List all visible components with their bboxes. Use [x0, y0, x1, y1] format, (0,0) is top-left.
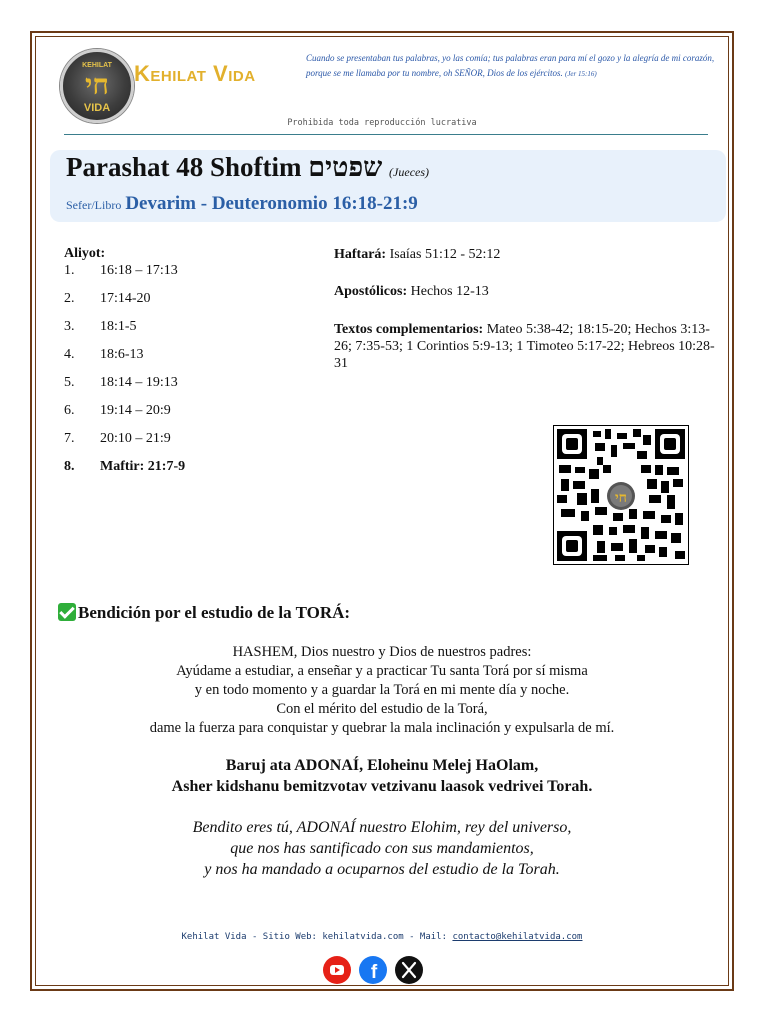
complementarios-value: Mateo 5:38-42; 18:15-20; Hechos 3:13-26; 7:35-53; 1 Corintios 5:9-13; 1 Timoteo 5:17-22; Hebreos 10:28-31	[334, 322, 715, 371]
hebrew-title: שפטים	[308, 152, 383, 183]
logo-bottom-text: VIDA	[83, 102, 111, 114]
maftir-item	[64, 459, 185, 487]
youtube-icon[interactable]	[323, 956, 351, 984]
aliya-item	[64, 347, 185, 375]
aliya-ref: 18:1-5	[100, 319, 137, 334]
aliya-ref: 16:18 – 17:13	[100, 263, 178, 278]
baruj-line: Baruj ata ADONAÍ, Eloheinu Melej HaOlam,	[225, 757, 539, 774]
aliya-number: 3.	[64, 319, 75, 334]
aliyot-list	[64, 263, 185, 487]
apostolicos-label: Apostólicos:	[334, 284, 408, 299]
baruj-text	[36, 755, 728, 797]
aliya-item	[64, 403, 185, 431]
reproduction-notice: Prohibida toda reproducción lucrativa	[287, 118, 477, 128]
logo-hebrew-mark: חי	[85, 68, 109, 101]
haftara-value: Isaías 51:12 - 52:12	[389, 247, 501, 262]
page-title	[66, 152, 429, 183]
aliya-number: 8.	[64, 459, 75, 474]
bendito-line: que nos has santificado con sus mandamientos,	[230, 840, 534, 857]
prayer-line: Ayúdame a estudiar, a enseñar y a practicar Tu santa Torá por sí misma	[176, 663, 588, 679]
parashat-title: Parashat 48 Shoftim	[66, 152, 302, 182]
prayer-text	[36, 643, 728, 738]
bendito-text	[36, 817, 728, 880]
prayer-line: y en todo momento y a guardar la Torá en mi mente día y noche.	[194, 682, 570, 698]
header-divider	[64, 134, 708, 135]
sefer-label: Sefer/Libro	[66, 198, 122, 212]
prayer-line: HASHEM, Dios nuestro y Dios de nuestros padres:	[232, 644, 532, 660]
footer-text: Kehilat Vida - Sitio Web: kehilatvida.com - Mail:	[181, 932, 453, 942]
prayer-line: Con el mérito del estudio de la Torá,	[276, 701, 488, 717]
svg-text:f: f	[370, 962, 378, 983]
aliya-ref: 18:6-13	[100, 347, 144, 362]
aliya-number: 7.	[64, 431, 75, 446]
aliya-number: 4.	[64, 347, 75, 362]
aliya-ref: 20:10 – 21:9	[100, 431, 171, 446]
baruj-line: Asher kidshanu bemitzvotav vetzivanu laasok vedrivei Torah.	[171, 778, 593, 795]
aliya-ref: 19:14 – 20:9	[100, 403, 171, 418]
quote-reference: (Jer 15:16)	[564, 70, 597, 78]
sefer-value: Devarim - Deuteronomio 16:18-21:9	[125, 193, 418, 214]
blessing-heading	[58, 603, 350, 623]
aliya-ref: Maftir: 21:7-9	[100, 459, 186, 474]
complementarios-label: Textos complementarios:	[334, 322, 484, 337]
logo-top-text: KEHILAT	[82, 62, 112, 69]
aliya-ref: 18:14 – 19:13	[100, 375, 178, 390]
aliya-item	[64, 319, 185, 347]
aliya-number: 1.	[64, 263, 75, 278]
aliyot-heading: Aliyot:	[64, 246, 106, 261]
quote-text: Cuando se presentaban tus palabras, yo las comía; tus palabras eran para mí el gozo y la alegría de mi corazón, porque se me llamaba por tu nombre, oh SEÑOR, Dios de los ejércitos.	[306, 53, 715, 78]
aliya-item	[64, 291, 185, 319]
footer	[36, 932, 728, 942]
aliya-number: 6.	[64, 403, 75, 418]
facebook-icon[interactable]	[359, 956, 387, 984]
title-subtitle: (Jueces)	[389, 165, 430, 179]
prayer-line: dame la fuerza para conquistar y quebrar la mala inclinación y expulsarla de mí.	[149, 720, 615, 736]
haftara-line	[334, 246, 718, 263]
bendito-line: y nos ha mandado a ocuparnos del estudio de la Torah.	[204, 861, 560, 878]
svg-text:חי: חי	[615, 490, 627, 506]
x-icon[interactable]	[395, 956, 423, 984]
apostolicos-line	[334, 283, 718, 300]
qr-code-graphic	[557, 429, 685, 561]
kehilat-vida-logo	[60, 49, 134, 123]
footer-email-link[interactable]: contacto@kehilatvida.com	[452, 932, 583, 942]
aliya-number: 5.	[64, 375, 75, 390]
haftara-label: Haftará:	[334, 247, 387, 262]
apostolicos-value: Hechos 12-13	[410, 284, 489, 299]
aliya-item	[64, 431, 185, 459]
blessing-title: Bendición por el estudio de la TORÁ:	[78, 603, 351, 622]
header-quote	[306, 51, 716, 82]
qr-code[interactable]	[553, 425, 689, 565]
aliya-number: 2.	[64, 291, 75, 306]
bendito-line: Bendito eres tú, ADONAÍ nuestro Elohim, rey del universo,	[192, 819, 572, 836]
page-inner-frame	[35, 36, 729, 986]
complementarios-line	[334, 321, 718, 372]
aliya-ref: 17:14-20	[100, 291, 151, 306]
aliya-item	[64, 375, 185, 403]
title-box	[50, 150, 726, 222]
sefer-line	[66, 193, 418, 215]
page-frame	[30, 31, 734, 991]
checkmark-icon	[58, 603, 76, 621]
aliya-item	[64, 263, 185, 291]
brand-name: Kehilat Vida	[134, 61, 256, 86]
